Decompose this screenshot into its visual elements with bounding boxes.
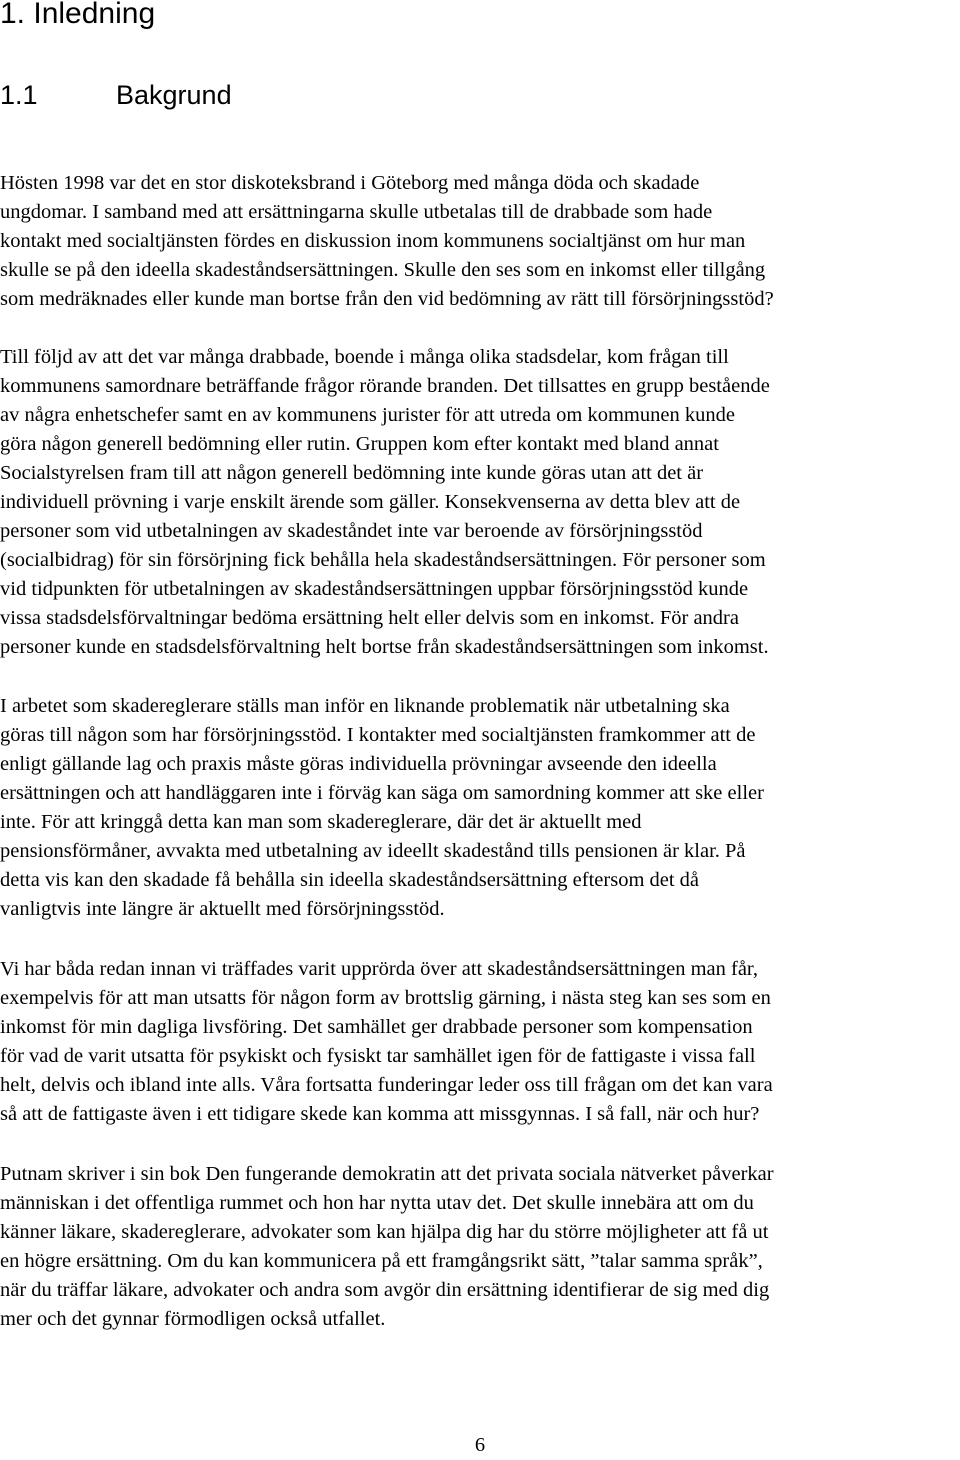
paragraph-4 (0, 955, 960, 1129)
text-line: känner läkare, skadereglerare, advokater som kan hjälpa dig har du större möjligheter att få ut (0, 1221, 769, 1243)
text-line: av några enhetschefer samt en av kommunens jurister för att utreda om kommunen kunde (0, 404, 735, 426)
page-number: 6 (474, 1434, 486, 1456)
paragraph-3 (0, 692, 960, 924)
text-line: exempelvis för att man utsatts för någon form av brottslig gärning, i nästa steg kan ses som en (0, 987, 771, 1009)
text-line: Socialstyrelsen fram till att någon generell bedömning inte kunde göras utan att det är (0, 462, 704, 484)
text-line: individuell prövning i varje enskilt ärende som gäller. Konsekvenserna av detta blev att de (0, 491, 741, 513)
text-line: I arbetet som skadereglerare ställs man inför en liknande problematik när utbetalning ska (0, 695, 730, 717)
text-line: människan i det offentliga rummet och hon har nytta utav det. Det skulle innebära att om du (0, 1192, 754, 1214)
text-line: personer som vid utbetalningen av skadeståndet inte var beroende av försörjningsstöd (0, 520, 703, 542)
section-title: Bakgrund (116, 80, 232, 110)
paragraph-1 (0, 169, 960, 314)
text-line: vid tidpunkten för utbetalningen av skadeståndsersättningen uppbar försörjningsstöd kunde (0, 578, 749, 600)
text-line: när du träffar läkare, advokater och andra som avgör din ersättning identifierar de sig med dig (0, 1279, 770, 1301)
text-line: helt, delvis och ibland inte alls. Våra fortsatta funderingar leder oss till frågan om det kan vara (0, 1074, 773, 1096)
chapter-heading: 1. Inledning (0, 0, 156, 30)
text-line: pensionsförmåner, avvakta med utbetalning av ideellt skadestånd tills pensionen är klar. På (0, 840, 746, 862)
paragraph-2 (0, 343, 960, 662)
text-line: inkomst för min dagliga livsföring. Det samhället ger drabbade personer som kompensation (0, 1016, 753, 1038)
text-line: ersättningen och att handläggaren inte i förväg kan säga om samordning kommer att ske eller (0, 782, 764, 804)
text-line: en högre ersättning. Om du kan kommunicera på ett framgångsrikt sätt, ”talar samma språk”, (0, 1250, 763, 1272)
section-heading (0, 75, 232, 115)
text-line: Putnam skriver i sin bok Den fungerande demokratin att det privata sociala nätverket påverkar (0, 1163, 774, 1185)
text-line: som medräknades eller kunde man bortse från den vid bedömning av rätt till försörjningsstöd? (0, 288, 774, 310)
text-line: så att de fattigaste även i ett tidigare skede kan komma att missgynnas. I så fall, när och hur? (0, 1103, 760, 1125)
text-line: för vad de varit utsatta för psykiskt och fysiskt tar samhället igen för de fattigaste i vissa fall (0, 1045, 756, 1067)
text-line: enligt gällande lag och praxis måste göras individuella prövningar avseende den ideella (0, 753, 717, 775)
text-line: ungdomar. I samband med att ersättningarna skulle utbetalas till de drabbade som hade (0, 201, 713, 223)
text-line: detta vis kan den skadade få behålla sin ideella skadeståndsersättning eftersom det då (0, 869, 700, 891)
text-line: Till följd av att det var många drabbade, boende i många olika stadsdelar, kom frågan till (0, 346, 729, 368)
text-line: mer och det gynnar förmodligen också utfallet. (0, 1308, 386, 1330)
text-line: skulle se på den ideella skadeståndsersättningen. Skulle den ses som en inkomst eller tillgång (0, 259, 766, 281)
text-line: Hösten 1998 var det en stor diskoteksbrand i Göteborg med många döda och skadade (0, 172, 700, 194)
text-line: vissa stadsdelsförvaltningar bedöma ersättning helt eller delvis som en inkomst. För andra (0, 607, 739, 629)
text-line: (socialbidrag) för sin försörjning fick behålla hela skadeståndsersättningen. För personer som (0, 549, 766, 571)
text-line: kommunens samordnare beträffande frågor rörande branden. Det tillsattes en grupp bestående (0, 375, 770, 397)
text-line: göra någon generell bedömning eller rutin. Gruppen kom efter kontakt med bland annat (0, 433, 719, 455)
text-line: göras till någon som har försörjningsstöd. I kontakter med socialtjänsten framkommer att de (0, 724, 756, 746)
text-line: inte. För att kringgå detta kan man som skadereglerare, där det är aktuellt med (0, 811, 642, 833)
text-line: vanligtvis inte längre är aktuellt med försörjningsstöd. (0, 898, 445, 920)
paragraph-5 (0, 1160, 960, 1334)
text-line: kontakt med socialtjänsten fördes en diskussion inom kommunens socialtjänst om hur man (0, 230, 746, 252)
section-number: 1.1 (0, 80, 38, 110)
text-line: personer kunde en stadsdelsförvaltning helt bortse från skadeståndsersättningen som inkomst. (0, 636, 769, 658)
text-line: Vi har båda redan innan vi träffades varit upprörda över att skadeståndsersättningen man får, (0, 958, 759, 980)
